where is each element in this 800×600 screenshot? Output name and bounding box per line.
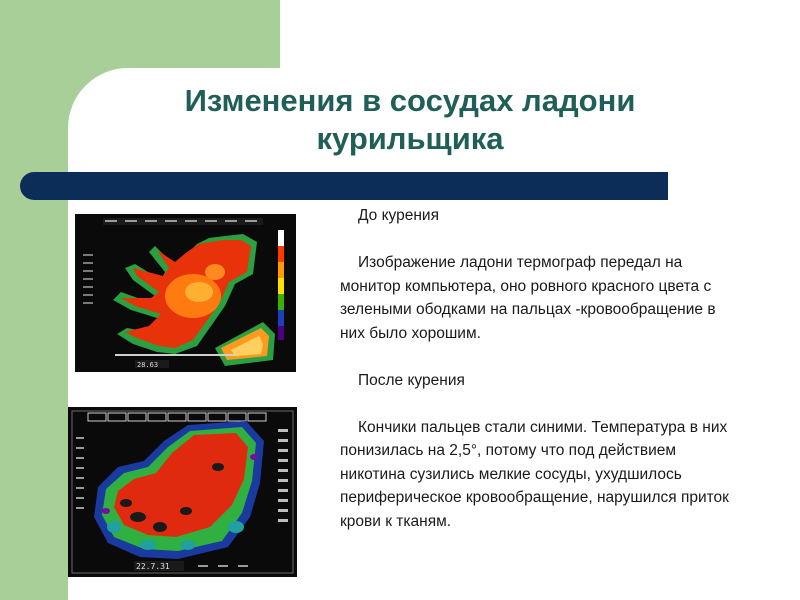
- spacer: [340, 228, 740, 252]
- thermogram-before-readout: 28.63: [137, 361, 159, 369]
- thermogram-hand-before-icon: [75, 214, 296, 372]
- before-paragraph: Изображение ладони термограф передал на монитор компьютера, оно ровного красного цвета с зелеными ободками на пальцах -кровообращение в них было хорошим.: [340, 254, 716, 342]
- slide-title-line2: курильщика: [316, 121, 504, 156]
- spacer: [340, 345, 740, 369]
- after-paragraph: Кончики пальцев стали синими. Температура в них понизилась на 2,5°, потому что под действием никотина сузились мелкие сосуды, ухудшилось периферическое кровообращение, нарушился приток крови к тканям.: [340, 418, 729, 530]
- description-text: [340, 204, 740, 533]
- thermogram-before-image: [75, 214, 296, 372]
- thermogram-after-readout: 22.7.31: [136, 562, 170, 571]
- spacer: [340, 392, 740, 416]
- after-heading: После курения: [358, 371, 465, 389]
- thermogram-hand-after-icon: [68, 407, 297, 577]
- title-divider-bar: [20, 172, 668, 200]
- thermogram-after-image: [68, 407, 297, 577]
- slide-title-line1: Изменения в сосудах ладони: [184, 83, 636, 118]
- before-heading: До курения: [358, 207, 439, 224]
- slide-title: [110, 82, 710, 158]
